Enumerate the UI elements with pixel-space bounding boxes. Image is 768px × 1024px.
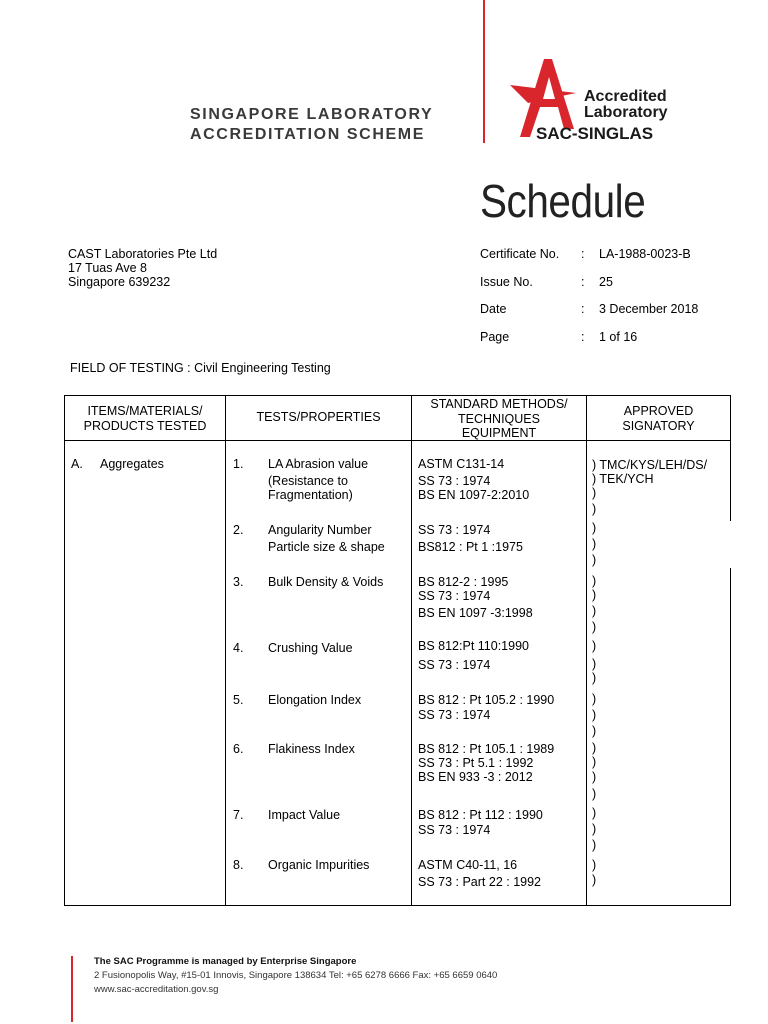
page-title: Schedule xyxy=(480,175,646,227)
test-method: SS 73 : Part 22 : 1992 xyxy=(418,875,541,889)
logo-laboratory: Laboratory xyxy=(584,104,668,121)
test-method: BS EN 1097 -3:1998 xyxy=(418,606,533,620)
test-method: BS EN 1097-2:2010 xyxy=(418,488,530,502)
footer-managed-by: The SAC Programme is managed by Enterprise Singapore xyxy=(94,956,357,967)
header-text: TESTS/PROPERTIES xyxy=(256,410,381,424)
test-name: (Resistance to xyxy=(268,474,348,488)
item-letter: A. xyxy=(71,457,83,471)
table-border-top xyxy=(64,395,731,396)
scheme-title-line2: ACCREDITATION SCHEME xyxy=(190,126,425,143)
table-header-divider xyxy=(64,440,731,441)
bracket: ) xyxy=(592,787,597,801)
table-col-line xyxy=(64,395,65,906)
test-name: Impact Value xyxy=(268,808,341,822)
test-method: SS 73 : Pt 5.1 : 1992 xyxy=(418,756,534,770)
test-number: 5. xyxy=(233,693,244,707)
test-method: SS 73 : 1974 xyxy=(418,658,491,672)
bracket: ) xyxy=(592,657,597,671)
header-text: APPROVED xyxy=(623,404,694,418)
meta-value: 25 xyxy=(599,275,613,289)
bracket: ) xyxy=(592,708,597,722)
header-text: PRODUCTS TESTED xyxy=(83,418,207,433)
scheme-title-line1: SINGAPORE LABORATORY xyxy=(190,106,434,123)
bracket: ) xyxy=(592,620,597,634)
meta-value: 1 of 16 xyxy=(599,330,638,344)
table-col-line xyxy=(730,568,731,906)
test-name: Flakiness Index xyxy=(268,742,355,756)
test-name: Organic Impurities xyxy=(268,858,370,872)
bracket: ) xyxy=(592,486,597,500)
table-col-line xyxy=(586,395,587,906)
meta-label: Issue No. xyxy=(480,275,533,289)
col-header-methods xyxy=(412,397,586,441)
table-col-line xyxy=(730,395,731,521)
test-number: 6. xyxy=(233,742,244,756)
bracket: ) xyxy=(592,755,597,769)
logo-sac-singlas: SAC-SINGLAS xyxy=(536,124,654,143)
test-method: BS EN 933 -3 : 2012 xyxy=(418,770,533,784)
test-name: Angularity Number xyxy=(268,523,372,537)
test-method: BS 812 : Pt 112 : 1990 xyxy=(418,808,543,822)
table-col-line xyxy=(411,395,412,906)
meta-sep: : xyxy=(581,275,585,289)
test-method: BS812 : Pt 1 :1975 xyxy=(418,540,523,554)
footer-address: 2 Fusionopolis Way, #15-01 Innovis, Singapore 138634 Tel: +65 6278 6666 Fax: +65 6659 0640 xyxy=(94,970,498,981)
test-name: Elongation Index xyxy=(268,693,362,707)
address-line: Singapore 639232 xyxy=(68,275,171,289)
col-header-items xyxy=(65,404,225,433)
meta-label: Date xyxy=(480,302,507,316)
bracket: ) xyxy=(592,574,597,588)
header-text: TECHNIQUES xyxy=(458,411,540,426)
meta-sep: : xyxy=(581,247,585,261)
bracket: ) xyxy=(592,502,597,516)
test-method: BS 812:Pt 110:1990 xyxy=(418,639,529,653)
test-method: SS 73 : 1974 xyxy=(418,474,491,488)
bracket: ) xyxy=(592,724,597,738)
bracket: ) xyxy=(592,671,597,685)
header-text: STANDARD METHODS/ xyxy=(430,397,568,411)
test-name: Bulk Density & Voids xyxy=(268,575,384,589)
meta-label: Page xyxy=(480,330,510,344)
bracket: ) xyxy=(592,604,597,618)
test-number: 1. xyxy=(233,457,244,471)
footer-divider xyxy=(71,956,73,1022)
bracket: ) xyxy=(592,741,597,755)
test-number: 8. xyxy=(233,858,244,872)
bracket: ) xyxy=(592,858,597,872)
meta-label: Certificate No. xyxy=(480,247,560,261)
header-text: SIGNATORY xyxy=(622,418,695,433)
test-number: 2. xyxy=(233,523,244,537)
test-method: SS 73 : 1974 xyxy=(418,523,491,537)
test-name: Particle size & shape xyxy=(268,540,385,554)
test-number: 7. xyxy=(233,808,244,822)
test-method: SS 73 : 1974 xyxy=(418,823,491,837)
test-number: 4. xyxy=(233,641,244,655)
bracket: ) xyxy=(592,770,597,784)
table-border-bottom xyxy=(64,905,731,906)
bracket: ) xyxy=(592,822,597,836)
meta-value: 3 December 2018 xyxy=(599,302,699,316)
meta-sep: : xyxy=(581,302,585,316)
bracket: ) xyxy=(592,537,597,551)
bracket: ) xyxy=(592,806,597,820)
bracket: ) xyxy=(592,873,597,887)
test-method: BS 812 : Pt 105.2 : 1990 xyxy=(418,693,555,707)
bracket: ) xyxy=(592,838,597,852)
test-name: LA Abrasion value xyxy=(268,457,369,471)
meta-value: LA-1988-0023-B xyxy=(599,247,691,261)
item-name: Aggregates xyxy=(100,457,164,471)
col-header-signatory xyxy=(587,404,730,433)
signatory-line: ) TEK/YCH xyxy=(592,472,654,486)
header-text: EQUIPMENT xyxy=(461,426,537,440)
bracket: ) xyxy=(592,588,597,602)
signatory-line: ) TMC/KYS/LEH/DS/ xyxy=(592,458,708,472)
bracket: ) xyxy=(592,639,597,653)
test-name: Crushing Value xyxy=(268,641,353,655)
bracket: ) xyxy=(592,553,597,567)
header-divider xyxy=(483,0,485,143)
logo-accredited: Accredited xyxy=(584,88,667,105)
table-col-line xyxy=(225,395,226,906)
test-method: ASTM C40-11, 16 xyxy=(418,858,518,872)
test-method: SS 73 : 1974 xyxy=(418,708,491,722)
test-name: Fragmentation) xyxy=(268,488,353,502)
header-text: ITEMS/MATERIALS/ xyxy=(87,404,203,418)
test-method: ASTM C131-14 xyxy=(418,457,505,471)
address-line: CAST Laboratories Pte Ltd xyxy=(68,247,218,261)
address-line: 17 Tuas Ave 8 xyxy=(68,261,147,275)
test-method: BS 812-2 : 1995 xyxy=(418,575,509,589)
test-method: BS 812 : Pt 105.1 : 1989 xyxy=(418,742,555,756)
col-header-tests xyxy=(226,410,411,425)
bracket: ) xyxy=(592,692,597,706)
field-of-testing: FIELD OF TESTING : Civil Engineering Testing xyxy=(70,361,331,375)
footer-website[interactable]: www.sac-accreditation.gov.sg xyxy=(94,984,219,995)
bracket: ) xyxy=(592,521,597,535)
test-number: 3. xyxy=(233,575,244,589)
meta-sep: : xyxy=(581,330,585,344)
test-method: SS 73 : 1974 xyxy=(418,589,491,603)
